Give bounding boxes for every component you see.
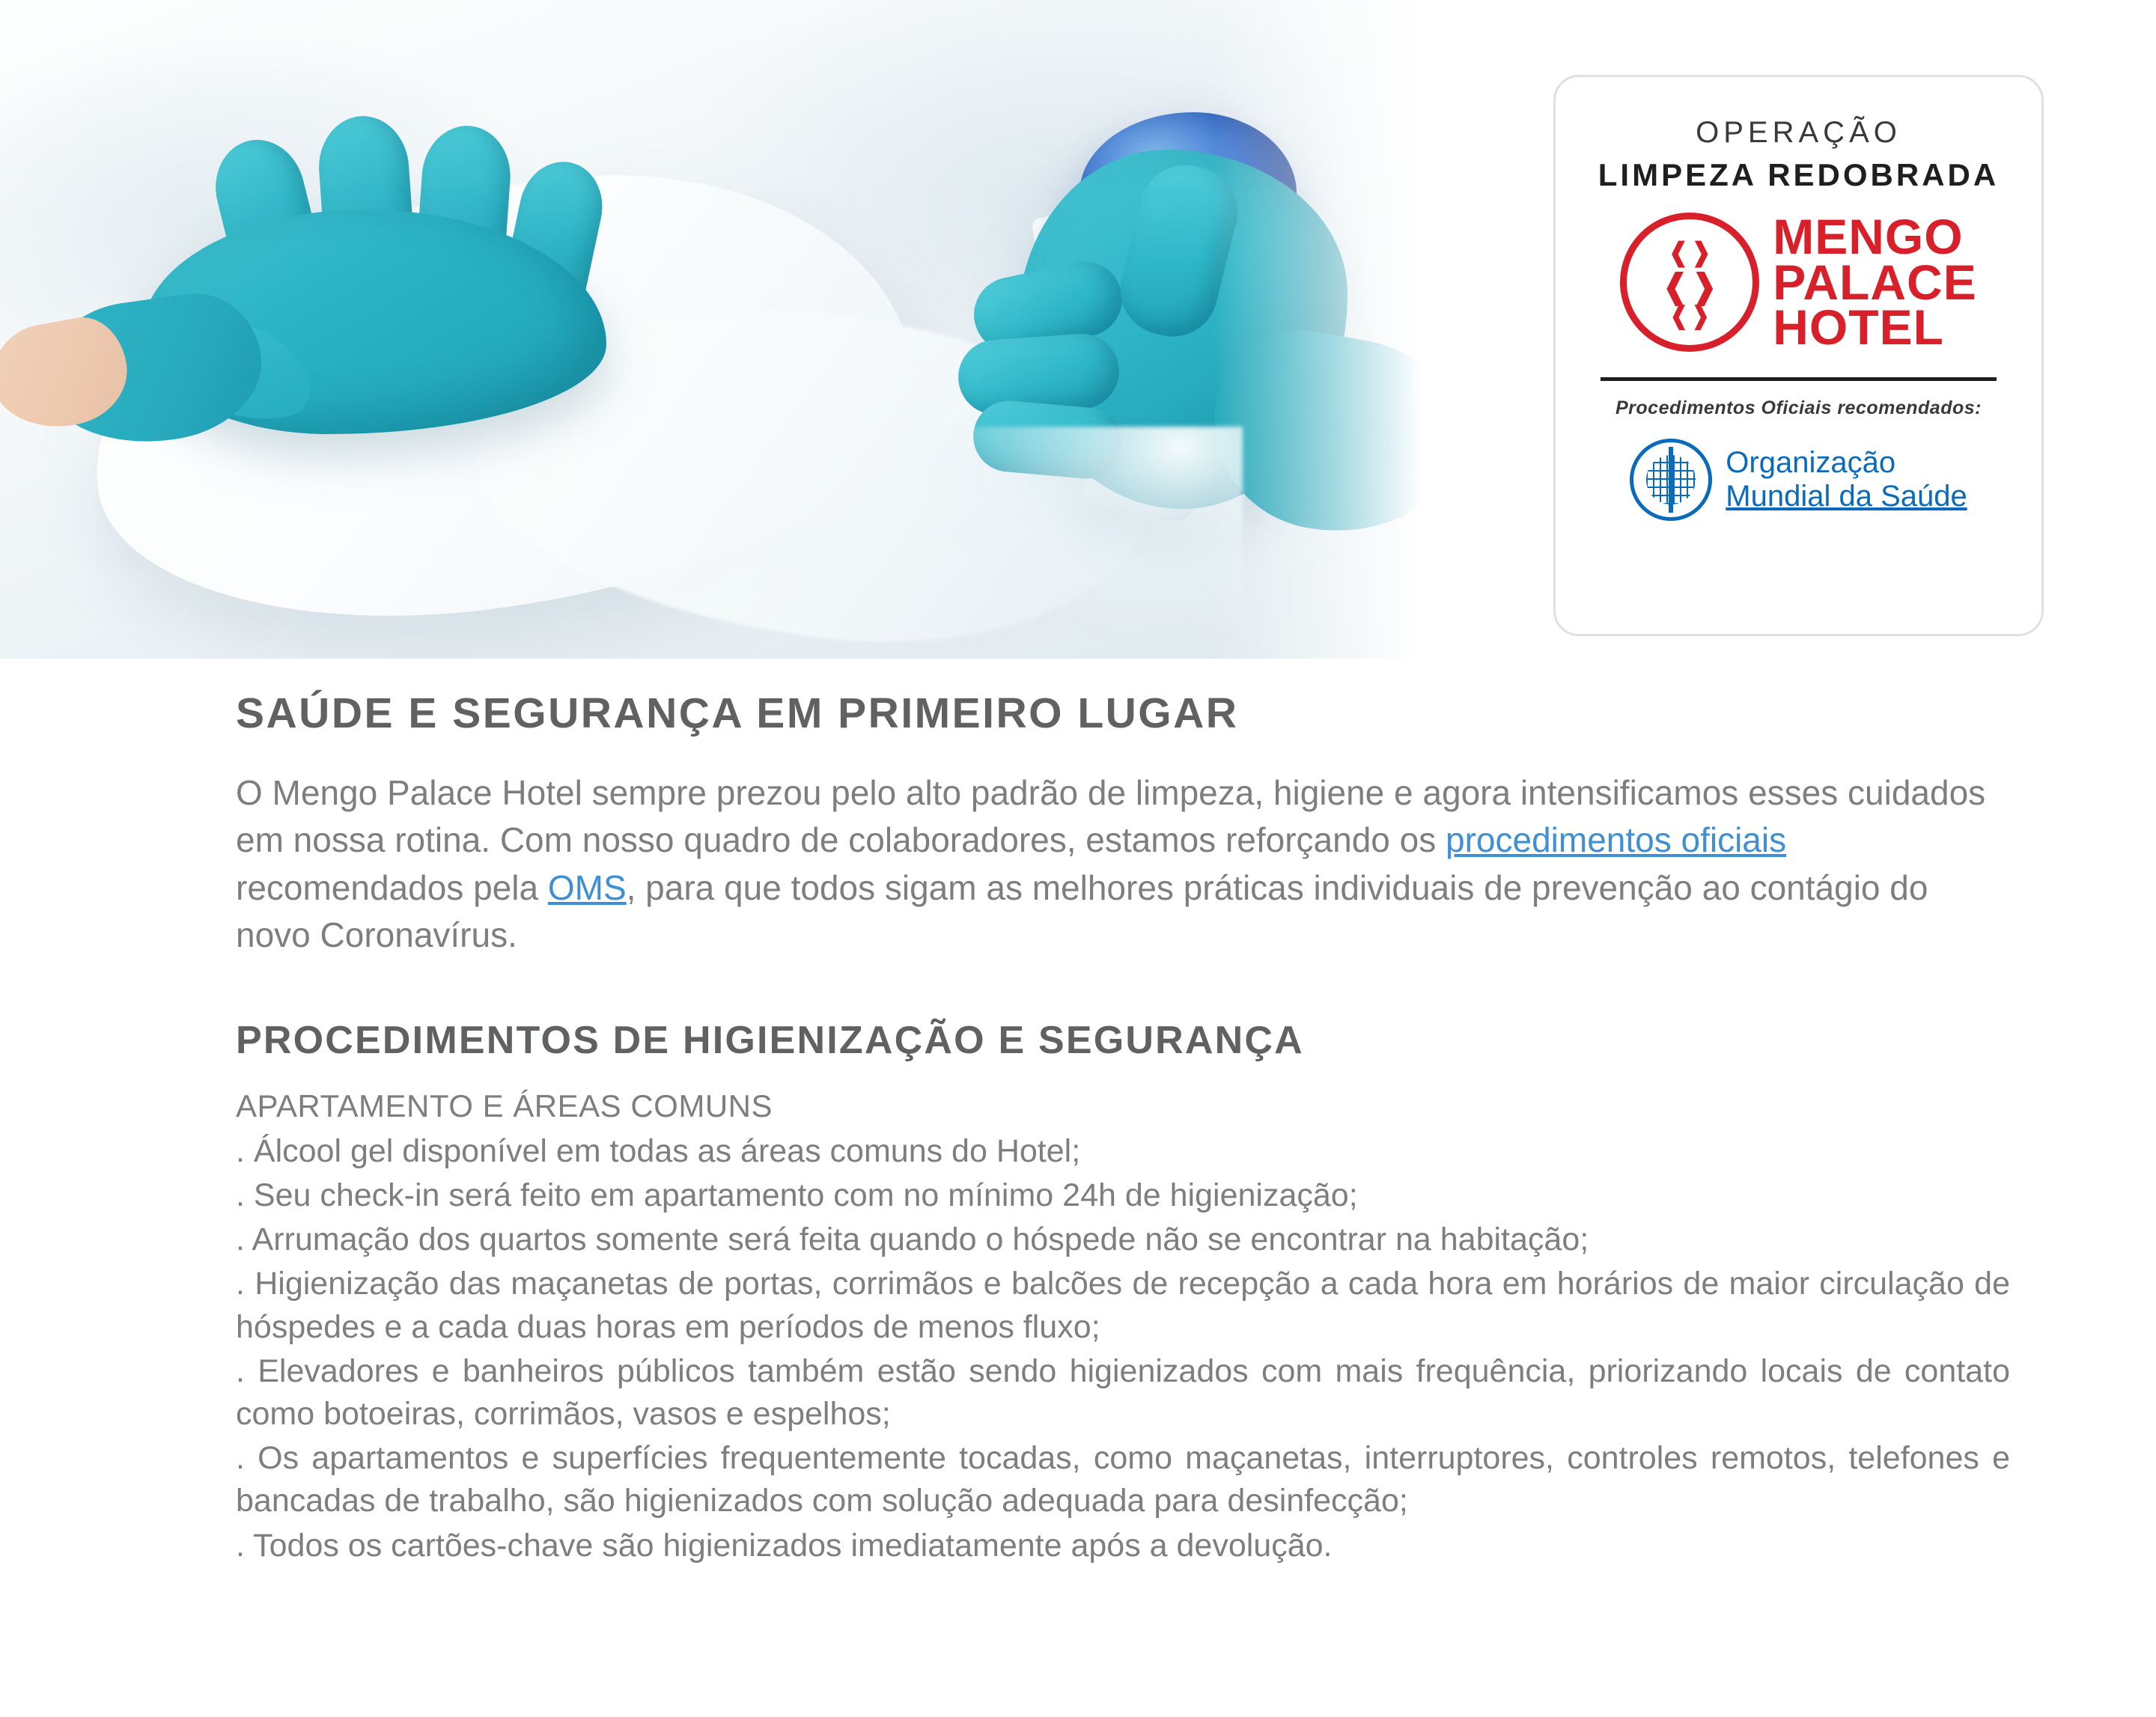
operation-label: OPERAÇÃO xyxy=(1696,116,1901,149)
operation-name: LIMPEZA REDOBRADA xyxy=(1598,157,2000,192)
hero-fade xyxy=(1213,0,1467,659)
intro-paragraph xyxy=(236,769,2010,960)
procedures-list xyxy=(236,1130,2010,1567)
hotel-logo-line-3: HOTEL xyxy=(1773,299,1944,356)
who-line-2: Mundial da Saúde xyxy=(1726,480,1967,513)
spray-mist xyxy=(928,427,1243,636)
gloved-hand-icon xyxy=(0,97,704,487)
section-title-procedimentos: PROCEDIMENTOS DE HIGIENIZAÇÃO E SEGURANÇA xyxy=(236,1018,1304,1062)
list-item: . Elevadores e banheiros públicos também estão sendo higienizados com mais frequência, priorizando locais de contato como botoeiras, corrimãos, vasos e espelhos; xyxy=(236,1352,2010,1432)
hero-banner xyxy=(0,0,2156,659)
divider xyxy=(1601,377,1997,381)
intro-text-part-2: recomendados pela xyxy=(236,867,548,907)
who-emblem-icon xyxy=(1630,439,1712,521)
procedures-note: Procedimentos Oficiais recomendados: xyxy=(1616,397,1982,418)
bird-icon: ❰❱ xyxy=(1668,302,1711,330)
hotel-logo-line-2: PALACE xyxy=(1773,254,1977,310)
hotel-logo xyxy=(1586,208,2012,356)
link-procedimentos-oficiais[interactable]: procedimentos oficiais xyxy=(1446,820,1787,860)
intro-text-part-1: O Mengo Palace Hotel sempre prezou pelo alto padrão de limpeza, higiene e agora intensificamos esses cuidados em nossa rotina. Com nosso quadro de colaboradores, estamos reforçando os xyxy=(236,773,1986,860)
bird-icon: ❰❱ xyxy=(1660,266,1719,305)
list-item: . Higienização das maçanetas de portas, corrimãos e balcões de recepção a cada hora em horários de maior circulação de hóspedes e a cada duas horas em períodos de menos fluxo; xyxy=(236,1266,2010,1345)
page-title: SAÚDE E SEGURANÇA EM PRIMEIRO LUGAR xyxy=(236,689,1239,737)
list-item: . Álcool gel disponível em todas as áreas comuns do Hotel; xyxy=(236,1132,1081,1169)
operation-logo-card xyxy=(1553,75,2044,636)
intro-text-part-3: , para que todos sigam as melhores práticas individuais de prevenção ao contágio do novo Coronavírus. xyxy=(236,867,1928,955)
hotel-logo-text xyxy=(1773,208,1977,356)
list-item: . Arrumação dos quartos somente será feita quando o hóspede não se encontrar na habitação; xyxy=(236,1222,1589,1258)
link-oms[interactable]: OMS xyxy=(547,867,627,907)
list-item: . Seu check-in será feito em apartamento com no mínimo 24h de higienização; xyxy=(236,1177,1358,1214)
document-content xyxy=(236,689,2010,1569)
hotel-logo-line-1: MENGO xyxy=(1773,208,1964,264)
list-item: . Todos os cartões-chave são higienizados imediatamente após a devolução. xyxy=(236,1527,1333,1564)
list-item: . Os apartamentos e superfícies frequentemente tocadas, como maçanetas, interruptores, controles remotos, telefones e bancadas de trabalho, são higienizados com solução adequada para desinfecção; xyxy=(236,1440,2010,1519)
who-line-1: Organização xyxy=(1726,446,1896,480)
bird-circle-icon xyxy=(1620,213,1759,352)
who-logo xyxy=(1586,439,2012,521)
subsection-title-apartamento: APARTAMENTO E ÁREAS COMUNS xyxy=(236,1088,773,1123)
bird-icon: ❰❱ xyxy=(1667,237,1713,267)
who-logo-text xyxy=(1726,446,1967,513)
